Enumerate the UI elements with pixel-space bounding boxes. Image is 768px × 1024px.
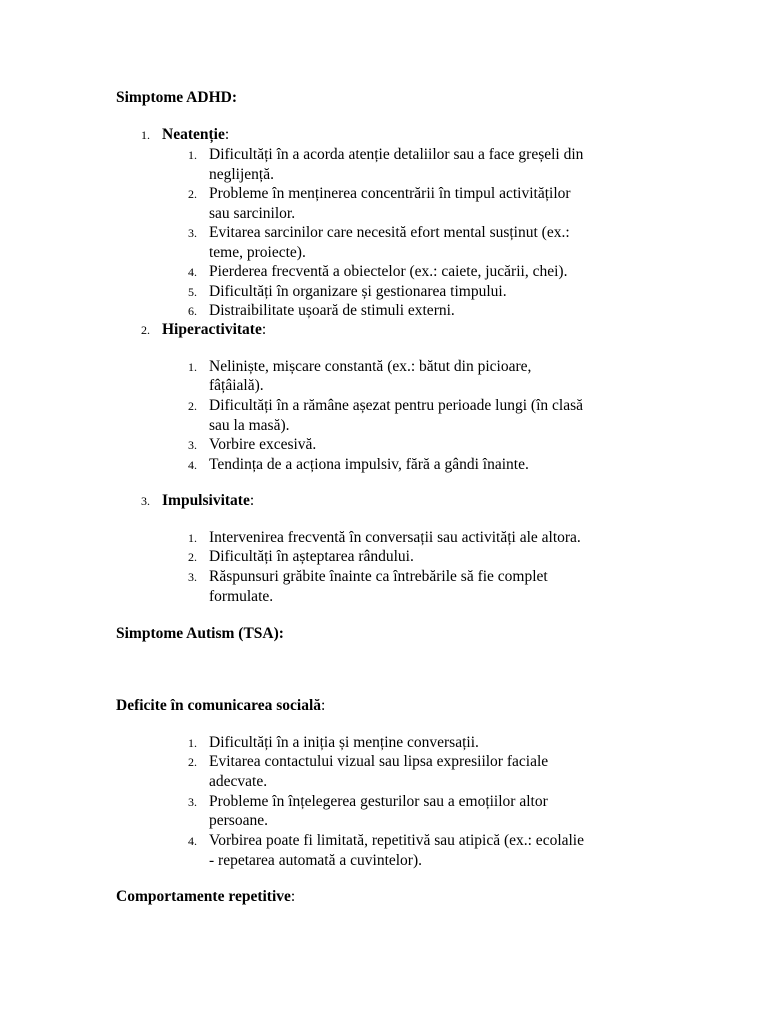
group-label: Neatenție xyxy=(162,126,225,143)
item-number: 3. xyxy=(188,226,197,240)
group-label: Impulsivitate xyxy=(162,492,250,509)
item-number: 5. xyxy=(188,285,197,299)
item-text: Dificultăți în așteptarea rândului. xyxy=(209,548,414,565)
autism-heading: Simptome Autism (TSA): xyxy=(116,625,284,642)
item-text: neglijență. xyxy=(209,166,274,183)
group-number: 1. xyxy=(141,128,150,142)
item-text: Tendința de a acționa impulsiv, fără a gândi înainte. xyxy=(209,456,529,473)
item-text: sau sarcinilor. xyxy=(209,205,296,222)
item-text: Probleme în înțelegerea gesturilor sau a emoțiilor altor xyxy=(209,793,548,810)
group-suffix: : xyxy=(261,321,267,338)
item-text: Neliniște, mișcare constantă (ex.: bătut din picioare, xyxy=(209,358,532,375)
item-text: Distraibilitate ușoară de stimuli externi. xyxy=(209,302,455,319)
item-text: Vorbire excesivă. xyxy=(209,436,317,453)
item-text: teme, proiecte). xyxy=(209,244,306,261)
section-label: Comportamente repetitive xyxy=(116,888,291,905)
item-number: 3. xyxy=(188,795,197,809)
item-text: Dificultăți în a acorda atenție detaliilor sau a face greșeli din xyxy=(209,146,584,163)
item-text: - repetarea automată a cuvintelor). xyxy=(209,852,423,869)
item-text: persoane. xyxy=(209,812,268,829)
item-text: Dificultăți în a iniția și menține conversații. xyxy=(209,734,479,751)
item-text: Vorbirea poate fi limitată, repetitivă sau atipică (ex.: ecolalie xyxy=(209,832,584,849)
item-text: Dificultăți în a rămâne așezat pentru perioade lungi (în clasă xyxy=(209,397,583,414)
item-text: Evitarea contactului vizual sau lipsa expresiilor faciale xyxy=(209,753,549,770)
item-number: 1. xyxy=(188,736,197,750)
group-suffix: : xyxy=(224,126,230,143)
item-number: 6. xyxy=(188,304,197,318)
item-text: sau la masă). xyxy=(209,417,290,434)
item-text: Pierderea frecventă a obiectelor (ex.: caiete, jucării, chei). xyxy=(209,263,568,280)
item-text: Răspunsuri grăbite înainte ca întrebările să fie complet xyxy=(209,568,548,585)
item-number: 4. xyxy=(188,834,197,848)
item-text: adecvate. xyxy=(209,773,268,790)
group-number: 2. xyxy=(141,323,150,337)
item-number: 1. xyxy=(188,531,197,545)
item-number: 1. xyxy=(188,360,197,374)
item-text: Probleme în menținerea concentrării în timpul activităților xyxy=(209,185,571,202)
item-number: 2. xyxy=(188,187,197,201)
item-text: Evitarea sarcinilor care necesită efort mental susținut (ex.: xyxy=(209,224,570,241)
item-number: 3. xyxy=(188,438,197,452)
item-number: 1. xyxy=(188,148,197,162)
adhd-heading: Simptome ADHD: xyxy=(116,89,237,106)
item-number: 2. xyxy=(188,550,197,564)
item-text: Dificultăți în organizare și gestionarea timpului. xyxy=(209,283,507,300)
item-text: formulate. xyxy=(209,588,274,605)
section-suffix: : xyxy=(290,888,296,905)
item-text: Intervenirea frecventă în conversații sau activități ale altora. xyxy=(209,529,581,546)
section-suffix: : xyxy=(321,697,326,714)
item-number: 2. xyxy=(188,399,197,413)
item-number: 4. xyxy=(188,458,197,472)
group-label: Hiperactivitate xyxy=(162,321,262,338)
item-text: fâțâială). xyxy=(209,377,264,394)
item-number: 3. xyxy=(188,570,197,584)
section-label: Deficite în comunicarea socială xyxy=(116,697,322,714)
item-number: 4. xyxy=(188,265,197,279)
item-number: 2. xyxy=(188,755,197,769)
group-suffix: : xyxy=(249,492,255,509)
group-number: 3. xyxy=(141,494,150,508)
